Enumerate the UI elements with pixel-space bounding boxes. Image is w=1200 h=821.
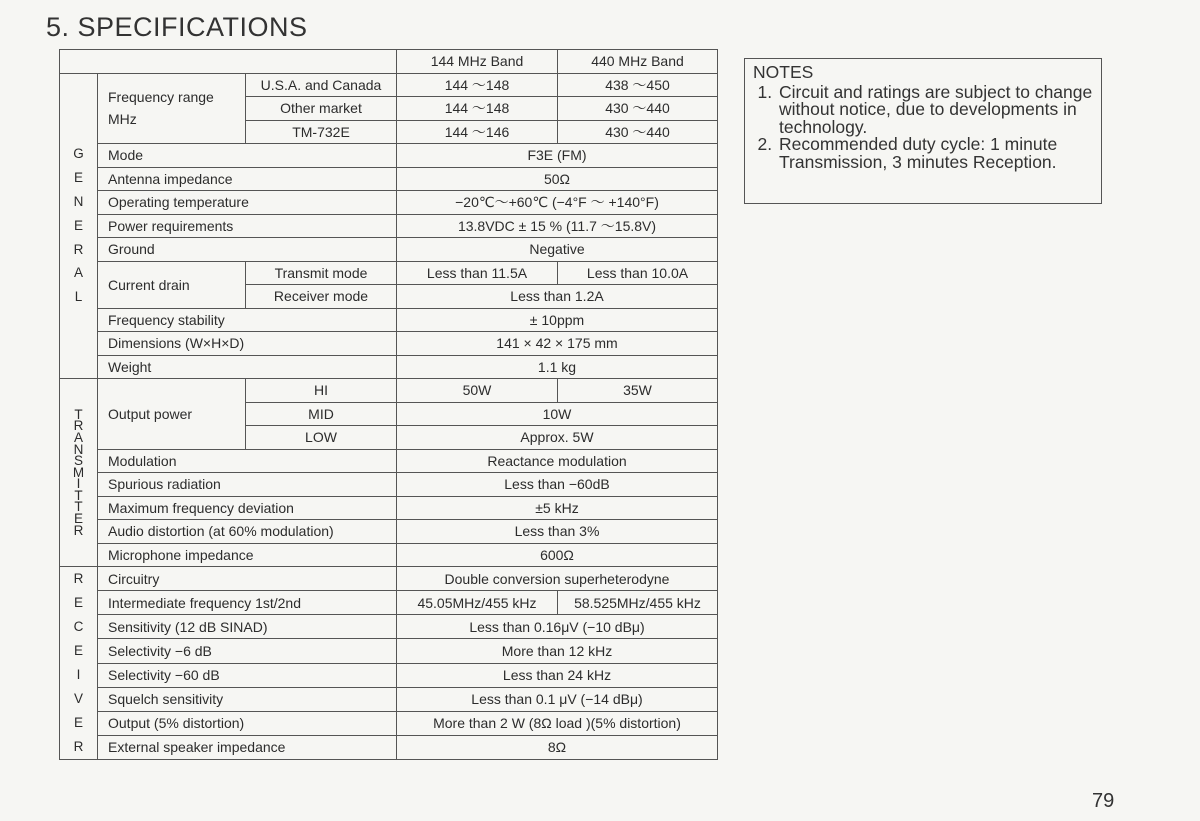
spec-label: Power requirements	[98, 214, 397, 238]
spec-label: Audio distortion (at 60% modulation)	[98, 520, 397, 544]
table-row	[60, 379, 718, 403]
spec-value: Reactance modulation	[397, 449, 718, 473]
table-row	[60, 543, 718, 567]
spec-value: ±5 kHz	[397, 496, 718, 520]
spec-value: F3E (FM)	[397, 144, 718, 168]
spec-label: External speaker impedance	[98, 735, 397, 759]
if-440-value: 58.525MHz/455 kHz	[558, 591, 718, 615]
page-title: 5. SPECIFICATIONS	[46, 12, 308, 42]
table-row	[60, 496, 718, 520]
hi-label: HI	[246, 379, 397, 403]
spec-label: Frequency stability	[98, 308, 397, 332]
section-label-receiver: R E C E I V E R	[60, 567, 98, 760]
table-row	[60, 449, 718, 473]
freq-440-value: 438 ～450	[558, 73, 718, 97]
notes-heading: NOTES	[753, 62, 814, 82]
table-row	[60, 308, 718, 332]
notes-list	[753, 81, 1093, 172]
spec-value: Less than 3%	[397, 520, 718, 544]
spec-label: Dimensions (W×H×D)	[98, 332, 397, 356]
spec-value: More than 2 W (8Ω load )(5% distortion)	[397, 711, 718, 735]
frequency-range-label: Frequency range MHz	[98, 73, 246, 144]
low-label: LOW	[246, 426, 397, 450]
specifications-table	[59, 49, 718, 760]
table-row	[60, 711, 718, 735]
if-144-value: 45.05MHz/455 kHz	[397, 591, 558, 615]
transmit-current-144: Less than 11.5A	[397, 261, 558, 285]
header-blank-cell	[60, 50, 397, 74]
output-power-label: Output power	[98, 379, 246, 450]
spec-value: 13.8VDC ± 15 % (11.7 ～15.8V)	[397, 214, 718, 238]
receiver-current-value: Less than 1.2A	[397, 285, 718, 309]
table-row	[60, 473, 718, 497]
freq-440-value: 430 ～440	[558, 120, 718, 144]
table-row	[60, 687, 718, 711]
mid-label: MID	[246, 402, 397, 426]
spec-value: 1.1 kg	[397, 355, 718, 379]
spec-label: Antenna impedance	[98, 167, 397, 191]
spec-value: Less than 0.1 μV (−14 dBμ)	[397, 687, 718, 711]
spec-label: Mode	[98, 144, 397, 168]
table-row	[60, 238, 718, 262]
table-row	[60, 167, 718, 191]
table-row	[60, 144, 718, 168]
spec-value: Negative	[397, 238, 718, 262]
spec-label: Modulation	[98, 449, 397, 473]
spec-label: Weight	[98, 355, 397, 379]
note-item: 1. Circuit and ratings are subject to change without notice, due to developments in technology.	[777, 84, 1093, 137]
spec-label: Spurious radiation	[98, 473, 397, 497]
table-header-row	[60, 50, 718, 74]
note-item: 2. Recommended duty cycle: 1 minute Transmission, 3 minutes Reception.	[777, 136, 1093, 171]
table-row	[60, 332, 718, 356]
table-row	[60, 591, 718, 615]
current-drain-label: Current drain	[98, 261, 246, 308]
spec-label: Output (5% distortion)	[98, 711, 397, 735]
freq-440-value: 430 ～440	[558, 97, 718, 121]
hi-power-440: 35W	[558, 379, 718, 403]
spec-value: ± 10ppm	[397, 308, 718, 332]
market-label: TM-732E	[246, 120, 397, 144]
freq-144-value: 144 ～146	[397, 120, 558, 144]
spec-value: 50Ω	[397, 167, 718, 191]
table-row	[60, 567, 718, 591]
spec-label: Squelch sensitivity	[98, 687, 397, 711]
market-label: Other market	[246, 97, 397, 121]
spec-label: Sensitivity (12 dB SINAD)	[98, 615, 397, 639]
spec-value: 8Ω	[397, 735, 718, 759]
spec-value: Less than 0.16μV (−10 dBμ)	[397, 615, 718, 639]
table-row	[60, 520, 718, 544]
notes-box	[744, 58, 1102, 204]
transmit-mode-label: Transmit mode	[246, 261, 397, 285]
spec-value: Less than −60dB	[397, 473, 718, 497]
spec-value: Less than 24 kHz	[397, 663, 718, 687]
header-144-band: 144 MHz Band	[397, 50, 558, 74]
spec-label: Circuitry	[98, 567, 397, 591]
spec-value: −20℃～+60℃ (−4°F ～ +140°F)	[397, 191, 718, 215]
table-row	[60, 639, 718, 663]
spec-label: Intermediate frequency 1st/2nd	[98, 591, 397, 615]
market-label: U.S.A. and Canada	[246, 73, 397, 97]
freq-144-value: 144 ～148	[397, 97, 558, 121]
receiver-mode-label: Receiver mode	[246, 285, 397, 309]
hi-power-144: 50W	[397, 379, 558, 403]
spec-label: Operating temperature	[98, 191, 397, 215]
mid-power-value: 10W	[397, 402, 718, 426]
section-label-general: G E N E R A L	[60, 73, 98, 379]
table-row	[60, 261, 718, 285]
spec-label: Maximum frequency deviation	[98, 496, 397, 520]
table-row	[60, 663, 718, 687]
header-440-band: 440 MHz Band	[558, 50, 718, 74]
table-row	[60, 73, 718, 97]
spec-value: More than 12 kHz	[397, 639, 718, 663]
page-number: 79	[1092, 790, 1115, 812]
transmit-current-440: Less than 10.0A	[558, 261, 718, 285]
spec-value: Double conversion superheterodyne	[397, 567, 718, 591]
table-row	[60, 615, 718, 639]
spec-value: 141 × 42 × 175 mm	[397, 332, 718, 356]
spec-label: Selectivity −6 dB	[98, 639, 397, 663]
spec-label: Selectivity −60 dB	[98, 663, 397, 687]
low-power-value: Approx. 5W	[397, 426, 718, 450]
table-row	[60, 735, 718, 759]
table-row	[60, 214, 718, 238]
freq-144-value: 144 ～148	[397, 73, 558, 97]
spec-label: Microphone impedance	[98, 543, 397, 567]
spec-label: Ground	[98, 238, 397, 262]
section-label-transmitter: T R A N S M I T T E R	[60, 379, 98, 567]
spec-value: 600Ω	[397, 543, 718, 567]
table-row	[60, 191, 718, 215]
table-row	[60, 355, 718, 379]
